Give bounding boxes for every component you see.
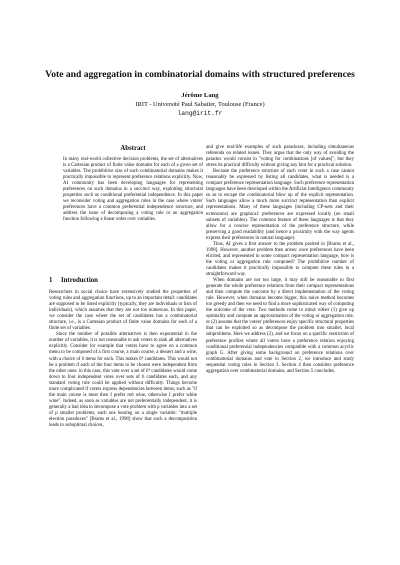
author-email: lang@irit.fr [177,110,223,117]
author-affiliation: IRIT - Université Paul Sabatier, Toulouse (France) [135,101,265,108]
paragraph: Thus, AI gives a first answer to the problem posited in [Brams et al., 1998]. However, another problem then arises: once preferences have been elicited, and represented in some compact representation language, how is the voting or aggregation rule computed? The prohibitive number of candidates makes it practically impossible to compute these rules in a straightforward way. [206,241,354,277]
paper-title: Vote and aggregation in combinatorial domains with structured preferences [45,69,355,80]
paragraph: Because the preference structure of each voter in such a case cannot reasonably be expressed by listing all candidates, what is needed is a compact preference representation language. Such preference representation languages have been developed within the Artificial Intelligence community so as to escape the combinatorial blow up of the explicit representation. Such languages allow a much more succinct representation than explicit representations. Many of these languages (including CP-nets and their extensions) are graphical: preferences are expressed locally (on small subsets of variables). The common feature of these languages is that they allow for a concise representation of the preference structure, while preserving a good readability (and hence a proximity with the way agents express their preferences in natural language). [206,169,354,241]
abstract-text: In many real-world collective decision problems, the set of alternatives is a Cartesian product of finite value domains for each of a given set of variables. The prohibitive size of such combinatorial domains makes it practically impossible to represent preference relations explicitly. Now, AI community has been developing languages for representing preferences on such domains in a succinct way, exploiting structural properties such as conditional preferential independence. In this paper we reconsider voting and aggregation rules in the case where voters' preferences have a common preferential independence structure, and address the issue of decomposing a voting rule or an aggregation function following a linear order over variables. [63,157,203,223]
paragraph: Researchers in social choice have extensively studied the properties of voting rules and aggregation functions, up to an important detail: candidates are supposed to be listed explicitly (typically, they are individuals or lists of individuals), which assumes that they are not too numerous. In this paper, we consider the case where the set of candidates has a combinatorial structure, i.e., is a Cartesian product of finite value domains for each of a finite set of variables. [49,290,197,332]
intro-right-column [206,145,354,375]
intro-left-column [49,290,197,429]
paragraph: When domains are not too large, it may still be reasonable to first generate the whole preference relations from their compact representations and then compute the outcome by a direct implementation of the voting rule. However, when domains become bigger, this naive method becomes too greedy and then we need to find a more sophisticated way of computing the outcome of the vote. Two methods come to mind: either (1) give up optimality and compute an approximation of the voting or aggregation rule, or (2) assume that the voters' preferences enjoy specific structural properties that can be exploited so as decompose the problem into smaller, local subproblems. Here we address (2), and we focus on a specific restriction of preference profiles where all voters have a preference relation enjoying conditional preferential independencies compatible with a common acyclic graph G. After giving some background on preference relations over combinatorial domains and vote in Section 2, we introduce and study sequential voting rules in Section 3. Section 4 then considers preference aggregation over combinatorial domains, and Section 5 concludes. [206,278,354,374]
abstract-body [63,157,203,224]
abstract-heading: Abstract [120,145,146,152]
section-heading [49,277,98,284]
paragraph: and give real-life examples of such paradoxes, including simultaneous referenda on related issues. They argue that the only way of avoiding the paradox would consist in "voting for combinations [of values]", but they stress its practical difficulty without giving any hint for a practical solution. [206,145,354,169]
paragraph: Since the number of possible alternatives is then exponential in the number of variables, it is not reasonable to ask voters to rank all alternatives explicitly. Consider for example that voters have to agree on a common menu to be composed of a first course, a main course, a dessert and a wine, with a choice of 6 items for each. This makes 6⁴ candidates. This would not be a problem if each of the four items to be chosen were independent from the other ones: in this case, this vote over a set of 6⁴ candidates would come down to four independent votes over sets of 6 candidates each, and any standard voting rule could be applied without difficulty. Things become more complicated if voters express dependencies between items, such as "if the main course is meat then I prefer red wine, otherwise I prefer white wine". Indeed, as soon as variables are not preferentially independent, it is generally a bad idea to decompose a vote problem with p variables into a set of p smaller problems, each one bearing on a single variable: "multiple election paradoxes" [Brams et al., 1998] show that such a decomposition leads to suboptimal choices, [49,332,197,429]
author-name: Jérôme Lang [181,92,219,99]
section-title: Introduction [61,277,98,284]
section-number: 1 [49,277,53,284]
